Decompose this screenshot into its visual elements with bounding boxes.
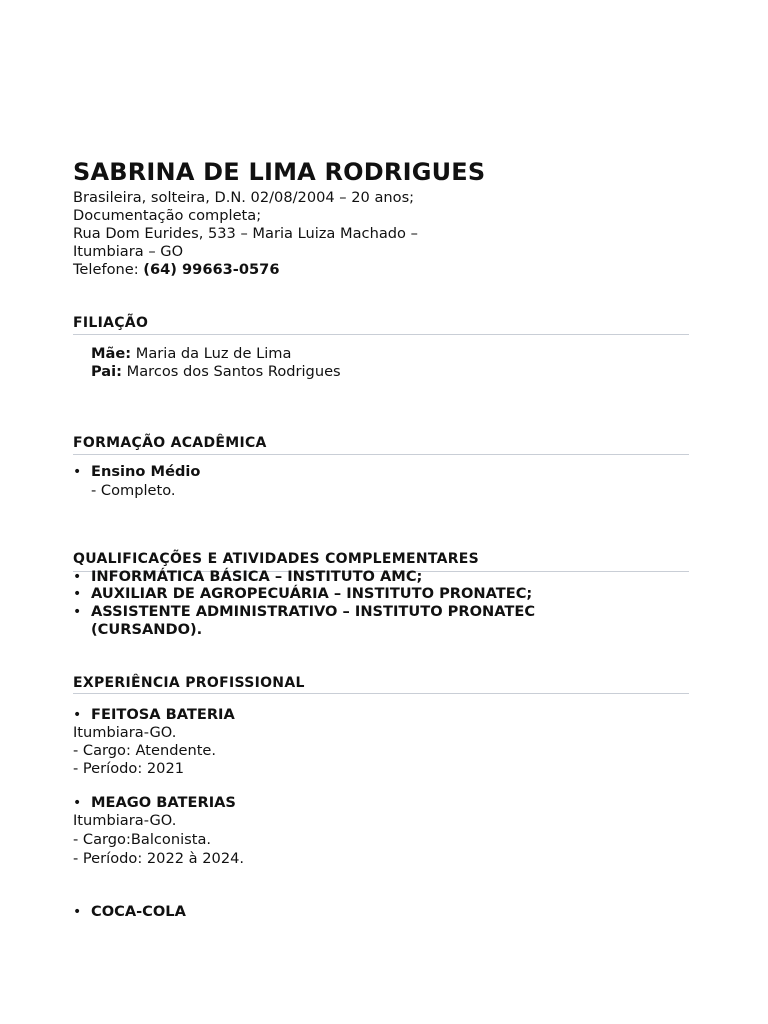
- bullet-icon: •: [73, 569, 82, 585]
- job-location: Itumbiara-GO.: [73, 812, 177, 829]
- bullet-icon: •: [73, 795, 82, 811]
- city-line: Itumbiara – GO: [73, 243, 184, 260]
- phone-line: [73, 261, 279, 279]
- job-location: Itumbiara-GO.: [73, 724, 177, 741]
- phone-label: Telefone:: [73, 261, 144, 278]
- section-title-qualificacoes: QUALIFICAÇÕES E ATIVIDADES COMPLEMENTARES: [73, 551, 480, 567]
- address-line: Rua Dom Eurides, 533 – Maria Luiza Machado –: [73, 225, 418, 242]
- job-company: COCA-COLA: [91, 903, 186, 920]
- education-detail: - Completo.: [91, 482, 176, 499]
- qualification-item: AUXILIAR DE AGROPECUÁRIA – INSTITUTO PRONATEC;: [91, 585, 533, 602]
- bullet-icon: •: [73, 464, 82, 480]
- job-period: - Período: 2022 à 2024.: [73, 850, 245, 867]
- bullet-icon: •: [73, 904, 82, 920]
- documentation-line: Documentação completa;: [73, 207, 262, 224]
- phone-number: (64) 99663-0576: [143, 261, 280, 278]
- section-divider: [73, 693, 689, 694]
- education-title: Ensino Médio: [91, 463, 201, 480]
- father-label: Pai:: [91, 363, 122, 380]
- mother-line: [91, 345, 291, 363]
- mother-name: Maria da Luz de Lima: [131, 345, 292, 362]
- job-period: - Período: 2021: [73, 760, 185, 777]
- job-company: FEITOSA BATERIA: [91, 706, 235, 723]
- qualification-item: ASSISTENTE ADMINISTRATIVO – INSTITUTO PRONATEC: [91, 603, 536, 620]
- candidate-name: SABRINA DE LIMA RODRIGUES: [73, 158, 486, 186]
- father-line: [91, 363, 341, 381]
- section-title-filiacao: FILIAÇÃO: [73, 315, 149, 331]
- section-title-experiencia: EXPERIÊNCIA PROFISSIONAL: [73, 675, 305, 691]
- bullet-icon: •: [73, 707, 82, 723]
- section-title-formacao: FORMAÇÃO ACADÊMICA: [73, 435, 267, 451]
- job-role: - Cargo:Balconista.: [73, 831, 212, 848]
- qualification-item-continuation: (CURSANDO).: [91, 621, 203, 638]
- bullet-icon: •: [73, 604, 82, 620]
- section-divider: [73, 334, 689, 335]
- father-name: Marcos dos Santos Rodrigues: [122, 363, 341, 380]
- section-divider: [73, 454, 689, 455]
- qualification-item: INFORMÁTICA BÁSICA – INSTITUTO AMC;: [91, 568, 423, 585]
- job-company: MEAGO BATERIAS: [91, 794, 236, 811]
- job-role: - Cargo: Atendente.: [73, 742, 217, 759]
- bullet-icon: •: [73, 586, 82, 602]
- personal-info-line: Brasileira, solteira, D.N. 02/08/2004 – 20 anos;: [73, 189, 415, 206]
- mother-label: Mãe:: [91, 345, 132, 362]
